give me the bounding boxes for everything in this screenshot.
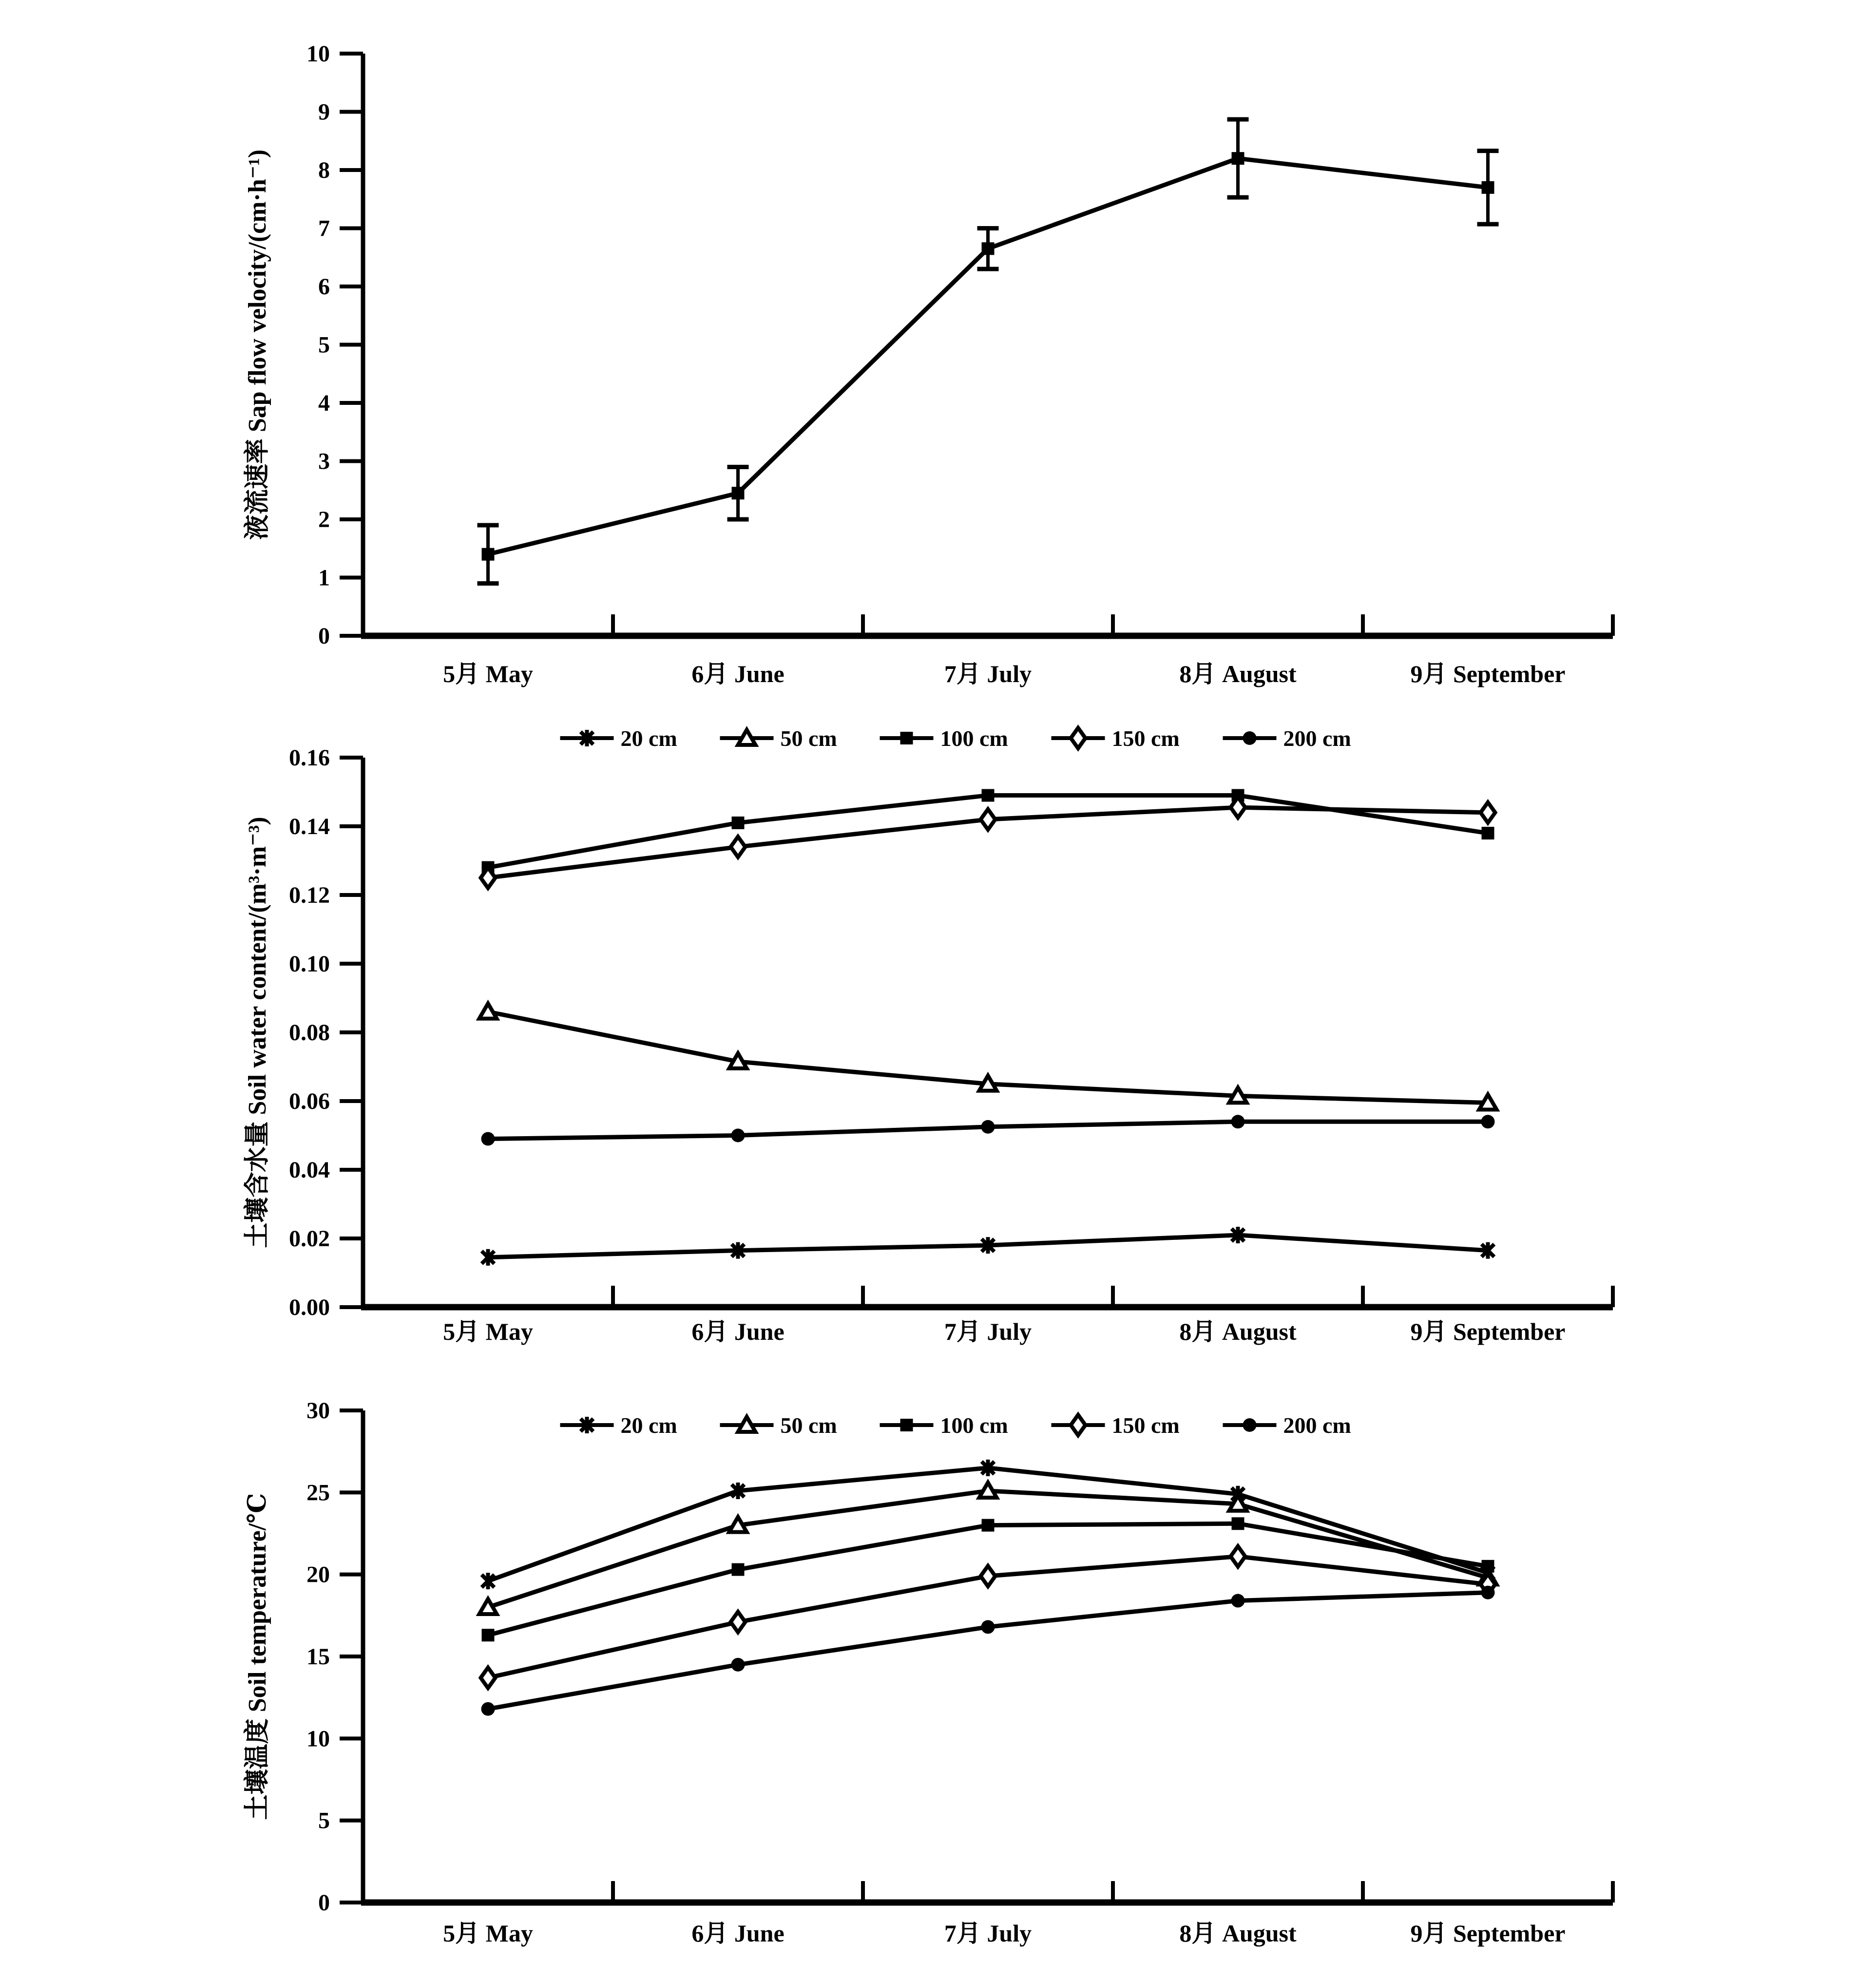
legend-label: 150 cm [1111,1413,1180,1438]
triangle-marker-shape [479,1599,497,1614]
x-category-label: 8月 August [1179,1920,1297,1947]
legend-item-20-cm [560,1413,677,1438]
square-marker-shape [900,732,913,744]
data-point-150-cm-5 [1481,802,1495,823]
y-tick-label: 0 [318,1890,330,1916]
circle-marker-shape [981,1620,995,1634]
circle-marker-shape [1243,731,1257,745]
data-point-50-cm-3 [979,1076,997,1091]
y-tick-label: 0.08 [289,1020,330,1046]
circle-marker-shape [1481,1586,1495,1599]
diamond-marker-shape [1071,1415,1086,1435]
legend-item-200-cm [1223,726,1351,751]
square-marker-shape [900,1419,913,1431]
legend-item-150-cm [1052,726,1180,751]
legend-marker-diamond-open [1071,728,1086,748]
x-category-label: 9月 September [1410,1318,1566,1345]
x-category-label: 8月 August [1179,660,1297,687]
x-category-label: 7月 July [944,1318,1032,1345]
circle-marker-shape [1243,1418,1257,1432]
y-tick-label: 1 [318,565,330,591]
x-category-label: 9月 September [1410,1920,1566,1947]
data-point-150-cm-3 [981,1566,995,1586]
square-marker-shape [1482,1560,1494,1573]
diamond-marker-shape [1481,802,1495,823]
data-point-50-cm-5 [1479,1095,1497,1110]
y-tick-label: 5 [318,332,330,358]
legend-label: 20 cm [620,726,677,751]
legend-marker-triangle-open [738,730,756,745]
legend-marker-circle-filled [1243,731,1257,745]
y-tick-label: 0.00 [289,1294,330,1320]
circle-marker-shape [981,1120,995,1134]
square-marker-shape [482,548,495,561]
x-category-label: 6月 June [691,1318,785,1345]
circle-marker-shape [481,1132,495,1146]
legend-label: 200 cm [1283,1413,1351,1438]
legend-marker-circle-filled [1243,1418,1257,1432]
triangle-marker-shape [979,1076,997,1091]
square-marker-shape [482,1629,495,1641]
square-marker-shape [1482,827,1494,839]
data-point-150-cm-1 [481,1668,496,1688]
circle-marker-shape [731,1658,745,1672]
legend-label: 100 cm [940,1413,1008,1438]
square-marker-shape [1232,152,1244,165]
data-point-200-cm-1 [481,1702,495,1716]
series-line-50-cm [488,1491,1488,1607]
data-point-100-cm-4 [1232,1517,1244,1530]
series-line-200-cm [488,1593,1488,1709]
data-point-50-cm-3 [979,1483,997,1498]
diamond-marker-shape [981,809,995,830]
triangle-marker-shape [479,1004,497,1019]
triangle-marker-shape [1479,1095,1497,1110]
sap-flow-chart-canvas [0,0,1876,706]
y-axis-title: 液流速率 Sap flow velocity/(cm·h⁻¹) [244,149,271,540]
data-point-100-cm-5 [1482,827,1494,839]
legend-item-200-cm [1223,1413,1351,1438]
sap-flow-chart [0,0,1876,706]
diamond-marker-shape [731,1612,746,1632]
circle-marker-shape [1231,1594,1245,1608]
data-point-150-cm-2 [731,1612,746,1632]
diamond-marker-shape [481,1668,496,1688]
y-tick-label: 2 [318,507,330,533]
y-tick-label: 15 [306,1644,330,1670]
triangle-marker-shape [979,1483,997,1498]
y-tick-label: 9 [318,99,330,125]
data-point-100-cm-1 [482,1629,495,1641]
y-tick-label: 10 [306,41,330,67]
square-marker-shape [732,817,745,829]
legend-marker-triangle-open [738,1417,756,1432]
data-point-200-cm-3 [981,1120,995,1134]
x-category-label: 5月 May [443,1318,533,1345]
soil-water-content-chart [0,706,1876,1364]
diamond-marker-shape [1071,728,1086,748]
legend-label: 50 cm [780,726,837,751]
data-point-200-cm-3 [981,1620,995,1634]
diamond-marker-shape [981,1566,995,1586]
legend-item-50-cm [720,726,837,751]
y-tick-label: 0 [318,623,330,649]
data-point-200-cm-5 [1481,1586,1495,1599]
data-point-50-cm-2 [729,1517,747,1532]
legend-item-150-cm [1052,1413,1180,1438]
data-point-sap-flow-velocity-1 [482,548,495,561]
square-marker-shape [732,1563,745,1576]
data-point-sap-flow-velocity-5 [1482,181,1494,194]
y-tick-label: 30 [306,1398,330,1424]
x-category-label: 6月 June [691,660,785,687]
circle-marker-shape [1481,1115,1495,1128]
legend-label: 20 cm [620,1413,677,1438]
x-category-label: 8月 August [1179,1318,1297,1345]
y-tick-label: 0.10 [289,951,330,977]
data-point-100-cm-3 [982,1519,995,1532]
legend-item-20-cm [560,726,677,751]
soil-water-content-chart-canvas [0,706,1876,1364]
y-tick-label: 6 [318,274,330,300]
legend-label: 150 cm [1111,726,1180,751]
y-tick-label: 0.02 [289,1226,330,1252]
legend-marker-square-filled [900,1419,913,1431]
circle-marker-shape [481,1702,495,1716]
data-point-100-cm-3 [982,789,995,802]
y-tick-label: 5 [318,1808,330,1834]
data-point-100-cm-2 [732,1563,745,1576]
y-tick-label: 10 [306,1726,330,1752]
x-category-label: 5月 May [443,660,533,687]
circle-marker-shape [731,1129,745,1142]
y-tick-label: 20 [306,1561,330,1588]
data-point-200-cm-2 [731,1658,745,1672]
x-category-label: 9月 September [1410,660,1566,687]
y-tick-label: 25 [306,1480,330,1506]
y-tick-label: 8 [318,157,330,183]
legend-item-100-cm [880,1413,1008,1438]
y-tick-label: 0.06 [289,1088,330,1114]
y-axis-title: 土壤温度 Soil temperature/℃ [244,1493,271,1820]
data-point-50-cm-1 [479,1004,497,1019]
triangle-marker-shape [729,1053,747,1068]
diamond-marker-shape [731,837,746,857]
legend-label: 200 cm [1283,726,1351,751]
data-point-150-cm-3 [981,809,995,830]
legend-label: 50 cm [780,1413,837,1438]
x-category-label: 5月 May [443,1920,533,1947]
legend-marker-diamond-open [1071,1415,1086,1435]
data-point-150-cm-4 [1231,1546,1245,1567]
legend-marker-square-filled [900,732,913,744]
y-tick-label: 0.04 [289,1157,330,1183]
data-point-sap-flow-velocity-4 [1232,152,1244,165]
legend-item-100-cm [880,726,1008,751]
y-tick-label: 7 [318,215,330,242]
data-point-100-cm-2 [732,817,745,829]
legend-item-50-cm [720,1413,837,1438]
soil-temperature-chart [0,1364,1876,1979]
square-marker-shape [1482,181,1494,194]
data-point-200-cm-5 [1481,1115,1495,1128]
data-point-sap-flow-velocity-3 [982,242,995,255]
square-marker-shape [982,1519,995,1532]
data-point-200-cm-4 [1231,1115,1245,1128]
y-tick-label: 4 [318,390,330,416]
data-point-50-cm-2 [729,1053,747,1068]
soil-temperature-chart-canvas [0,1364,1876,1979]
square-marker-shape [982,789,995,802]
square-marker-shape [982,242,995,255]
circle-marker-shape [1231,1115,1245,1128]
data-point-150-cm-2 [731,837,746,857]
data-point-200-cm-2 [731,1129,745,1142]
data-point-200-cm-1 [481,1132,495,1146]
x-category-label: 7月 July [944,1920,1032,1947]
triangle-marker-shape [729,1517,747,1532]
y-tick-label: 0.12 [289,882,330,908]
series-line-sap-flow-velocity [488,158,1488,554]
data-point-100-cm-5 [1482,1560,1494,1573]
y-axis-title: 土壤含水量 Soil water content/(m³·m⁻³) [244,817,271,1248]
square-marker-shape [732,487,745,499]
x-category-label: 6月 June [691,1920,785,1947]
data-point-50-cm-4 [1229,1087,1247,1103]
data-point-50-cm-1 [479,1599,497,1614]
triangle-marker-shape [738,1417,756,1432]
y-tick-label: 0.16 [289,745,330,771]
legend-label: 100 cm [940,726,1008,751]
data-point-200-cm-4 [1231,1594,1245,1608]
data-point-sap-flow-velocity-2 [732,487,745,499]
diamond-marker-shape [1231,1546,1245,1567]
y-tick-label: 0.14 [289,814,330,839]
square-marker-shape [1232,1517,1244,1530]
y-tick-label: 3 [318,448,330,475]
x-category-label: 7月 July [944,660,1032,687]
triangle-marker-shape [1229,1087,1247,1103]
triangle-marker-shape [738,730,756,745]
